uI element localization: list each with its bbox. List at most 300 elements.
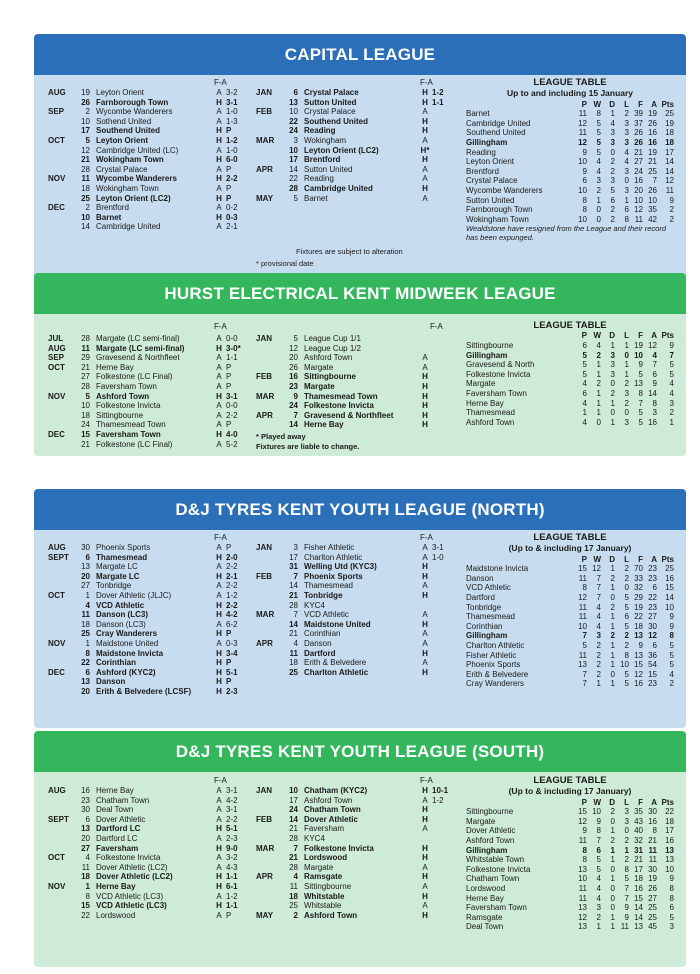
section-body <box>34 75 686 299</box>
column-header: F <box>638 797 643 807</box>
stat-cell: 18 <box>665 137 674 147</box>
stat-cell: 11 <box>578 109 587 119</box>
fixture-month: AUG <box>48 88 66 97</box>
stat-cell: 5 <box>596 147 601 157</box>
fixture-venue: H <box>422 155 428 165</box>
fixture-venue: A <box>216 562 222 572</box>
fixture-row <box>256 639 454 649</box>
table-row <box>466 564 674 574</box>
stat-cell: 32 <box>634 583 643 593</box>
stat-cell: 10 <box>665 864 674 874</box>
team-name: Wycombe Wanderers <box>466 185 543 195</box>
column-header: F <box>638 554 643 564</box>
fixture-opponent: Faversham <box>304 824 345 834</box>
team-name: Cray Wanderers <box>466 679 524 689</box>
fixture-day: 13 <box>81 677 90 687</box>
fixture-score: P <box>226 126 232 136</box>
stat-cell: 0 <box>610 592 615 602</box>
stat-cell: 1 <box>610 912 615 922</box>
table-row <box>466 186 674 196</box>
table-row <box>466 341 674 351</box>
fixture-row <box>256 815 454 825</box>
fixture-opponent: Whitstable <box>304 901 342 911</box>
fixture-row <box>48 901 248 911</box>
fixture-opponent: Herne Bay <box>96 362 134 372</box>
fixture-venue: A <box>422 107 428 117</box>
stat-cell: 2 <box>596 350 601 360</box>
stat-cell: 4 <box>596 893 601 903</box>
fixture-day: 5 <box>293 193 298 203</box>
fixture-month: AUG <box>48 343 66 353</box>
column-header: P <box>581 331 587 341</box>
fixture-score <box>432 117 454 127</box>
fixture-row <box>48 430 248 440</box>
stat-cell: 2 <box>596 185 601 195</box>
fixture-month: MAR <box>256 843 275 853</box>
stat-cell: 2 <box>624 631 629 641</box>
stat-cell: 2 <box>610 214 615 224</box>
fixtures-column <box>256 334 454 430</box>
stat-cell: 5 <box>624 621 629 631</box>
fixture-row <box>256 658 454 668</box>
fixture-day: 19 <box>81 88 90 97</box>
stat-cell: 11 <box>578 835 587 845</box>
team-name: Herne Bay <box>466 893 504 903</box>
fixture-venue: H <box>422 910 428 920</box>
fixture-month: MAR <box>256 610 275 620</box>
team-header <box>466 331 573 341</box>
fixture-opponent: Reading <box>304 174 334 184</box>
stat-cell: 5 <box>669 650 674 660</box>
stat-cell: 26 <box>634 137 643 147</box>
stat-cell: 27 <box>648 893 657 903</box>
fixture-venue: H <box>422 97 428 107</box>
fixture-row <box>48 155 248 165</box>
stat-cell: 6 <box>596 845 601 855</box>
fixture-venue: H <box>422 786 428 795</box>
stat-cell: 2 <box>596 660 601 670</box>
stat-cell: 3 <box>624 137 629 147</box>
fixture-day: 21 <box>81 362 90 372</box>
fixture-day: 25 <box>289 901 298 911</box>
fixture-row <box>48 136 248 146</box>
team-header <box>466 555 573 565</box>
stat-cell: 25 <box>648 912 657 922</box>
fixture-day: 30 <box>81 543 90 552</box>
fixture-month <box>256 581 282 591</box>
table-row <box>466 119 674 129</box>
stat-cell: 5 <box>624 602 629 612</box>
stat-cell: 26 <box>648 883 657 893</box>
table-row <box>466 622 674 632</box>
team-name: Ashford Town <box>466 835 515 845</box>
fixtures-column <box>256 543 454 677</box>
stat-cell: 8 <box>624 650 629 660</box>
fixture-venue: H <box>422 805 428 815</box>
fixture-row <box>48 401 248 411</box>
fixture-row <box>256 796 454 806</box>
team-name: Thamesmead <box>466 408 515 418</box>
team-name: Maidstone Invicta <box>466 564 529 574</box>
fixture-score <box>432 562 454 572</box>
stat-cell: 16 <box>634 176 643 186</box>
stat-cell: 2 <box>669 205 674 215</box>
fixture-score: 1-1 <box>226 353 238 363</box>
column-header: L <box>624 797 629 807</box>
table-row <box>466 109 674 119</box>
stat-cell: 12 <box>648 340 657 350</box>
fixture-row <box>48 372 248 382</box>
stat-cell: 0 <box>624 350 629 360</box>
table-row <box>466 583 674 593</box>
table-row <box>466 370 674 380</box>
stat-cell: 1 <box>610 583 615 593</box>
capital-league-section <box>34 34 686 299</box>
stat-cell: 11 <box>578 883 587 893</box>
fa-header: F-A <box>420 776 433 785</box>
stat-cell: 6 <box>652 583 657 593</box>
fixture-score <box>432 805 454 815</box>
table-row <box>466 128 674 138</box>
fa-header: F-A <box>420 533 433 542</box>
fixture-row <box>256 117 454 127</box>
fixture-month: SEPT <box>48 814 69 824</box>
stat-cell: 7 <box>596 573 601 583</box>
fixture-row <box>256 344 454 354</box>
fixture-row <box>48 107 248 117</box>
fixture-score: P <box>226 193 232 203</box>
fixture-opponent: Gravesend & Northfleet <box>304 410 394 420</box>
fixture-opponent: Faversham Town <box>96 429 161 439</box>
fixture-venue: A <box>216 88 222 97</box>
stat-cell: 3 <box>596 631 601 641</box>
stat-cell: 6 <box>624 205 629 215</box>
fixture-row <box>256 155 454 165</box>
fixture-day: 7 <box>293 571 298 581</box>
fixture-score: 5-2 <box>226 439 238 449</box>
stat-cell: 42 <box>648 214 657 224</box>
stat-cell: 12 <box>634 205 643 215</box>
fixture-venue: A <box>422 610 428 620</box>
table-row <box>466 379 674 389</box>
fixture-day: 7 <box>293 610 298 620</box>
fixture-day: 24 <box>289 126 298 136</box>
stat-cell: 0 <box>624 583 629 593</box>
fixture-opponent: Faversham Town <box>96 381 157 391</box>
fixture-day: 14 <box>289 619 298 629</box>
fixture-month <box>256 146 282 156</box>
fixture-month <box>256 796 282 806</box>
fixture-score: 6-1 <box>226 881 238 891</box>
fixture-day: 7 <box>293 410 298 420</box>
stat-cell: 13 <box>634 650 643 660</box>
stat-cell: 25 <box>648 166 657 176</box>
section-body <box>34 530 686 728</box>
fixture-opponent: Sothend United <box>96 116 152 126</box>
stat-cell: 6 <box>582 340 587 350</box>
fixture-month <box>48 117 74 127</box>
table-row <box>466 641 674 651</box>
fixture-opponent: KYC4 <box>304 600 325 610</box>
stat-cell: 7 <box>624 883 629 893</box>
stat-cell: 2 <box>624 855 629 865</box>
fixture-day: 14 <box>289 420 298 430</box>
stat-cell: 12 <box>665 176 674 186</box>
stat-cell: 35 <box>634 807 643 817</box>
fixture-row <box>256 901 454 911</box>
fixture-score: 2-2 <box>226 410 238 420</box>
fixture-row <box>256 591 454 601</box>
stat-cell: 16 <box>648 128 657 138</box>
fixture-score <box>432 882 454 892</box>
fixture-score <box>432 107 454 117</box>
stat-cell: 22 <box>648 592 657 602</box>
stat-cell: 1 <box>624 360 629 370</box>
fixture-score <box>432 911 454 921</box>
table-row <box>466 408 674 418</box>
fixture-venue: H <box>422 410 428 420</box>
fixture-venue: A <box>422 193 428 203</box>
stat-cell: 3 <box>624 417 629 427</box>
team-name: Dartford <box>466 592 495 602</box>
fixture-day: 11 <box>81 174 90 184</box>
fixture-score: 3-2 <box>226 853 238 863</box>
fixture-score: 2-2 <box>226 600 238 610</box>
fixture-opponent: Ashford Town <box>304 353 353 363</box>
team-name: Ashford Town <box>466 417 515 427</box>
fixture-day: 15 <box>81 429 90 439</box>
fixture-score: 3-2 <box>226 88 238 97</box>
fixture-score: 1-1 <box>226 901 238 911</box>
fixture-opponent: VCD Athletic <box>304 610 349 620</box>
fixture-opponent: Barnet <box>96 212 122 222</box>
stat-cell: 11 <box>648 855 657 865</box>
fixture-opponent: Margate <box>304 862 334 872</box>
stat-cell: 30 <box>648 621 657 631</box>
stat-cell: 21 <box>634 855 643 865</box>
fixture-venue: H <box>216 648 222 658</box>
fixture-opponent: Whitstable <box>304 891 345 901</box>
stat-cell: 5 <box>596 855 601 865</box>
fixture-month: AUG <box>48 786 66 795</box>
stat-cell: 7 <box>596 835 601 845</box>
fixture-row <box>48 572 248 582</box>
fixture-month <box>48 601 74 611</box>
fixture-day: 14 <box>289 581 298 591</box>
stat-cell: 8 <box>638 388 643 398</box>
fixture-row <box>256 581 454 591</box>
fixture-venue: A <box>216 372 222 382</box>
stat-cell: 0 <box>610 903 615 913</box>
fixture-score: 6-0 <box>226 155 238 165</box>
stat-cell: 0 <box>610 147 615 157</box>
fixture-score <box>432 815 454 825</box>
fixture-opponent: Sutton United <box>304 164 353 174</box>
fixture-venue: A <box>422 174 428 184</box>
fixture-day: 17 <box>289 155 298 165</box>
fixture-venue: A <box>422 164 428 174</box>
provisional-note: * provisional date <box>256 259 314 268</box>
stat-cell: 8 <box>652 826 657 836</box>
fixture-month <box>48 572 74 582</box>
fixture-opponent: Dover Athletic (LC2) <box>96 872 173 882</box>
stat-cell: 1 <box>596 398 601 408</box>
fixture-day: 26 <box>289 362 298 372</box>
fixture-opponent: Folkestone (LC Final) <box>96 372 173 382</box>
fixture-opponent: Deal Town <box>96 805 134 815</box>
table-row <box>466 807 674 817</box>
table-row <box>466 157 674 167</box>
fixture-score: 2-3 <box>226 686 238 696</box>
fixture-score <box>432 344 454 354</box>
fixture-venue: A <box>422 543 428 552</box>
stat-cell: 3 <box>596 176 601 186</box>
fixture-month: SEPT <box>48 552 69 562</box>
table-row <box>466 865 674 875</box>
fixture-day: 25 <box>81 193 90 203</box>
stat-cell: 8 <box>582 195 587 205</box>
stat-cell: 9 <box>638 640 643 650</box>
stat-cell: 27 <box>634 157 643 167</box>
stat-cell: 2 <box>624 564 629 574</box>
team-name: Gillingham <box>466 350 508 360</box>
fixture-row <box>256 562 454 572</box>
fixture-row <box>48 844 248 854</box>
fixture-row <box>256 553 454 563</box>
stat-cell: 0 <box>624 826 629 836</box>
fixture-opponent: Wokingham Town <box>96 183 159 193</box>
fixture-score: P <box>226 164 232 174</box>
fixture-row <box>256 392 454 402</box>
fixture-row <box>256 601 454 611</box>
fixture-score <box>432 581 454 591</box>
fixture-opponent: Margate LC <box>96 562 138 572</box>
fixture-month: FEB <box>256 372 272 382</box>
fixture-day: 22 <box>81 910 90 920</box>
fixture-score: 3-1 <box>226 805 238 815</box>
fixture-row <box>256 629 454 639</box>
stat-cell: 4 <box>669 379 674 389</box>
stat-cell: 15 <box>578 564 587 574</box>
fixture-venue: H <box>216 155 222 165</box>
fixture-opponent: Thamesmead <box>304 581 353 591</box>
team-name: Folkestone Invicta <box>466 864 531 874</box>
fixture-score: 6-2 <box>226 619 238 629</box>
fixture-day: 12 <box>81 145 90 155</box>
stat-cell: 4 <box>596 340 601 350</box>
stat-cell: 15 <box>665 583 674 593</box>
fixture-month <box>256 420 282 430</box>
fixture-opponent: Tonbridge <box>96 581 132 591</box>
fixture-month: JAN <box>256 786 273 795</box>
fixture-opponent: Folkestone Invicta <box>96 853 161 863</box>
fixture-score: 1-1 <box>432 97 444 107</box>
stat-cell: 0 <box>610 864 615 874</box>
fixture-score: 1-3 <box>226 116 238 126</box>
fixture-score <box>432 844 454 854</box>
stat-cell: 5 <box>624 679 629 689</box>
fixture-day: 17 <box>289 795 298 805</box>
stat-cell: 8 <box>582 583 587 593</box>
fixture-day: 28 <box>289 833 298 843</box>
table-row <box>466 855 674 865</box>
fixture-month <box>48 165 74 175</box>
fixture-venue: H <box>422 590 428 600</box>
fixture-opponent: Welling Utd (KYC3) <box>304 562 377 572</box>
team-name: Tonbridge <box>466 602 502 612</box>
fixture-month <box>256 853 282 863</box>
stat-cell: 17 <box>665 826 674 836</box>
stat-cell: 1 <box>610 845 615 855</box>
stat-cell: 7 <box>669 350 674 360</box>
table-subtitle: (Up to & including 17 January) <box>508 543 632 554</box>
fixture-month: APR <box>256 638 273 648</box>
stat-cell: 1 <box>624 340 629 350</box>
stat-cell: 9 <box>669 340 674 350</box>
stat-cell: 3 <box>596 903 601 913</box>
stat-cell: 0 <box>610 883 615 893</box>
fixture-row <box>48 658 248 668</box>
fixture-score: 2-1 <box>226 571 238 581</box>
team-name: Margate <box>466 816 496 826</box>
stat-cell: 36 <box>648 650 657 660</box>
stat-cell: 1 <box>610 679 615 689</box>
fixture-row <box>256 610 454 620</box>
stat-cell: 10 <box>578 157 587 167</box>
fixture-day: 25 <box>81 629 90 639</box>
table-row <box>466 651 674 661</box>
fixture-row <box>48 126 248 136</box>
stat-cell: 2 <box>610 157 615 167</box>
table-row <box>466 360 674 370</box>
stat-cell: 1 <box>624 845 629 855</box>
fixture-venue: A <box>216 891 222 901</box>
fixture-day: 22 <box>81 658 90 668</box>
fixture-score: P <box>226 629 232 639</box>
team-name: Dover Athletic <box>466 826 516 836</box>
fixture-venue: A <box>216 381 222 391</box>
column-header: D <box>609 554 615 564</box>
fixture-day: 24 <box>289 401 298 411</box>
fixture-day: 18 <box>81 183 90 193</box>
stat-cell: 13 <box>634 631 643 641</box>
stat-cell: 4 <box>624 147 629 157</box>
stat-cell: 32 <box>634 835 643 845</box>
stat-cell: 1 <box>596 369 601 379</box>
stat-cell: 1 <box>669 417 674 427</box>
fixture-day: 11 <box>81 343 90 353</box>
fixture-score <box>432 639 454 649</box>
fixture-opponent: Brentford <box>304 155 341 165</box>
fixture-opponent: Thamesmead Town <box>96 420 166 430</box>
stat-cell: 7 <box>596 592 601 602</box>
team-name: Leyton Orient <box>466 157 515 167</box>
fixture-opponent: Folkestone Invicta <box>304 843 374 853</box>
fixture-venue: H <box>422 391 428 401</box>
stat-cell: 8 <box>669 631 674 641</box>
fixture-day: 15 <box>81 901 90 911</box>
fixture-venue: H <box>216 571 222 581</box>
fixture-opponent: Folkestone Invicta <box>304 401 374 411</box>
fixture-month <box>256 824 282 834</box>
fixture-day: 28 <box>289 183 298 193</box>
fixture-row <box>48 344 248 354</box>
stat-cell: 8 <box>582 855 587 865</box>
fixture-score: 2-2 <box>226 174 238 184</box>
fixture-day: 10 <box>81 116 90 126</box>
fixture-opponent: Brentford <box>96 203 129 213</box>
table-body <box>466 331 674 427</box>
